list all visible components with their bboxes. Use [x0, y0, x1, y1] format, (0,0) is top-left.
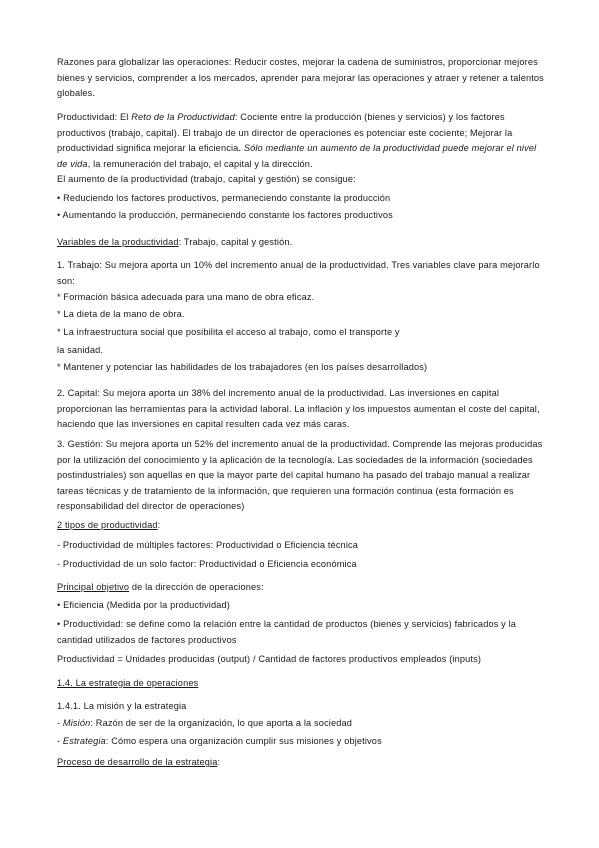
list-item: - Productividad de un solo factor: Productividad o Eficiencia económica: [57, 559, 357, 569]
underlined-text: 2 tipos de productividad: [57, 520, 158, 530]
text-run: :: [157, 520, 161, 530]
text-run: : Razón de ser de la organización, lo que aporta a la sociedad: [90, 718, 352, 728]
paragraph-razones: Razones para globalizar las operaciones: Reducir costes, mejorar la cadena de suministros, proporcionar mejores bienes y servicios, comprender a los mercados, aprender para mejorar las operaciones y atraer y retener a talentos globales.: [57, 57, 544, 99]
list-item: * La infraestructura social que posibilita el acceso al trabajo, como el transporte y: [57, 327, 400, 337]
italic-term: Misión: [62, 718, 91, 728]
text-run: : Trabajo, capital y gestión.: [178, 237, 293, 247]
paragraph-productividad: [57, 110, 545, 172]
subsection-heading-mision: 1.4.1. La misión y la estrategia: [57, 701, 187, 711]
text-run: : Cociente entre la producción (bienes y servicios) y los factores productivos (trabajo, capital). El trabajo de un director de operaciones es potenciar este cociente; Mejorar la productividad significa mejorar la eficiencia.: [57, 112, 513, 154]
heading-objetivo: [57, 580, 545, 596]
text-run: : Cómo espera una organización cumplir sus misiones y objetivos: [105, 736, 382, 746]
list-item: • Aumentando la producción, permaneciendo constante los factores productivos: [57, 210, 393, 220]
paragraph-trabajo: 1. Trabajo: Su mejora aporta un 10% del incremento anual de la productividad. Tres variables clave para mejorarlo son:: [57, 260, 540, 286]
section-heading-estrategia: 1.4. La estrategia de operaciones: [57, 678, 199, 688]
list-item: • Eficiencia (Medida por la productividad): [57, 600, 230, 610]
heading-variables: [57, 235, 545, 251]
heading-proceso: [57, 755, 545, 771]
list-item: * Mantener y potenciar las habilidades de los trabajadores (en los países desarrollados): [57, 362, 428, 372]
italic-reto: Reto de la Productividad: [131, 112, 235, 122]
text-run: Productividad: El: [57, 112, 132, 122]
list-item: • Reduciendo los factores productivos, permaneciendo constante la producción: [57, 193, 391, 203]
list-item: * La dieta de la mano de obra.: [57, 309, 185, 319]
list-item-mision: [57, 716, 545, 732]
list-item: - Productividad de múltiples factores: Productividad o Eficiencia técnica: [57, 540, 359, 550]
text-run: -: [57, 736, 63, 746]
list-item-continuation: la sanidad.: [57, 345, 104, 355]
text-run: :: [217, 757, 221, 767]
list-item: * Formación básica adecuada para una mano de obra eficaz.: [57, 292, 315, 302]
text-run: , la remuneración del trabajo, el capital y la dirección.: [87, 158, 313, 169]
paragraph-capital: 2. Capital: Su mejora aporta un 38% del incremento anual de la productividad. Las inversiones en capital proporcionan las herramientas para la actividad laboral. La inflación y los impuestos aumentan el coste del capital, haciendo que las inversiones en capital resulten cada vez más caras.: [57, 388, 540, 430]
underlined-text: Variables de la productividad: [57, 237, 179, 247]
italic-term: Estrategia: [62, 736, 106, 746]
list-item: • Productividad: se define como la relación entre la cantidad de productos (bienes y servicios) fabricados y la cantidad utilizados de factores productivos: [57, 619, 517, 645]
text-run: de la dirección de operaciones:: [129, 582, 264, 592]
list-item-estrategia: [57, 734, 545, 750]
heading-tipos: [57, 518, 545, 534]
underlined-text: Principal objetivo: [57, 582, 130, 592]
text-run: -: [57, 718, 63, 728]
italic-nivel-vida: Sólo mediante un aumento de la productividad puede mejorar el nivel de vida: [57, 143, 537, 169]
paragraph-gestion: 3. Gestión: Su mejora aporta un 52% del incremento anual de la productividad. Comprende las mejoras producidas por la utilización del conocimiento y la aplicación de la tecnología. Las sociedades de la información (sociedades postindustriales) son aquellas en que la mayor parte del capital humano ha pasado del trabajo manual a realizar tareas técnicas y de tratamiento de la información, que requieren una formación continua (esta formación es responsabilidad del director de operaciones): [57, 439, 543, 512]
paragraph-formula: Productividad = Unidades producidas (output) / Cantidad de factores productivos empleados (inputs): [57, 654, 482, 664]
underlined-text: Proceso de desarrollo de la estrategia: [57, 757, 218, 767]
paragraph-aumento: El aumento de la productividad (trabajo, capital y gestión) se consigue:: [57, 174, 356, 184]
